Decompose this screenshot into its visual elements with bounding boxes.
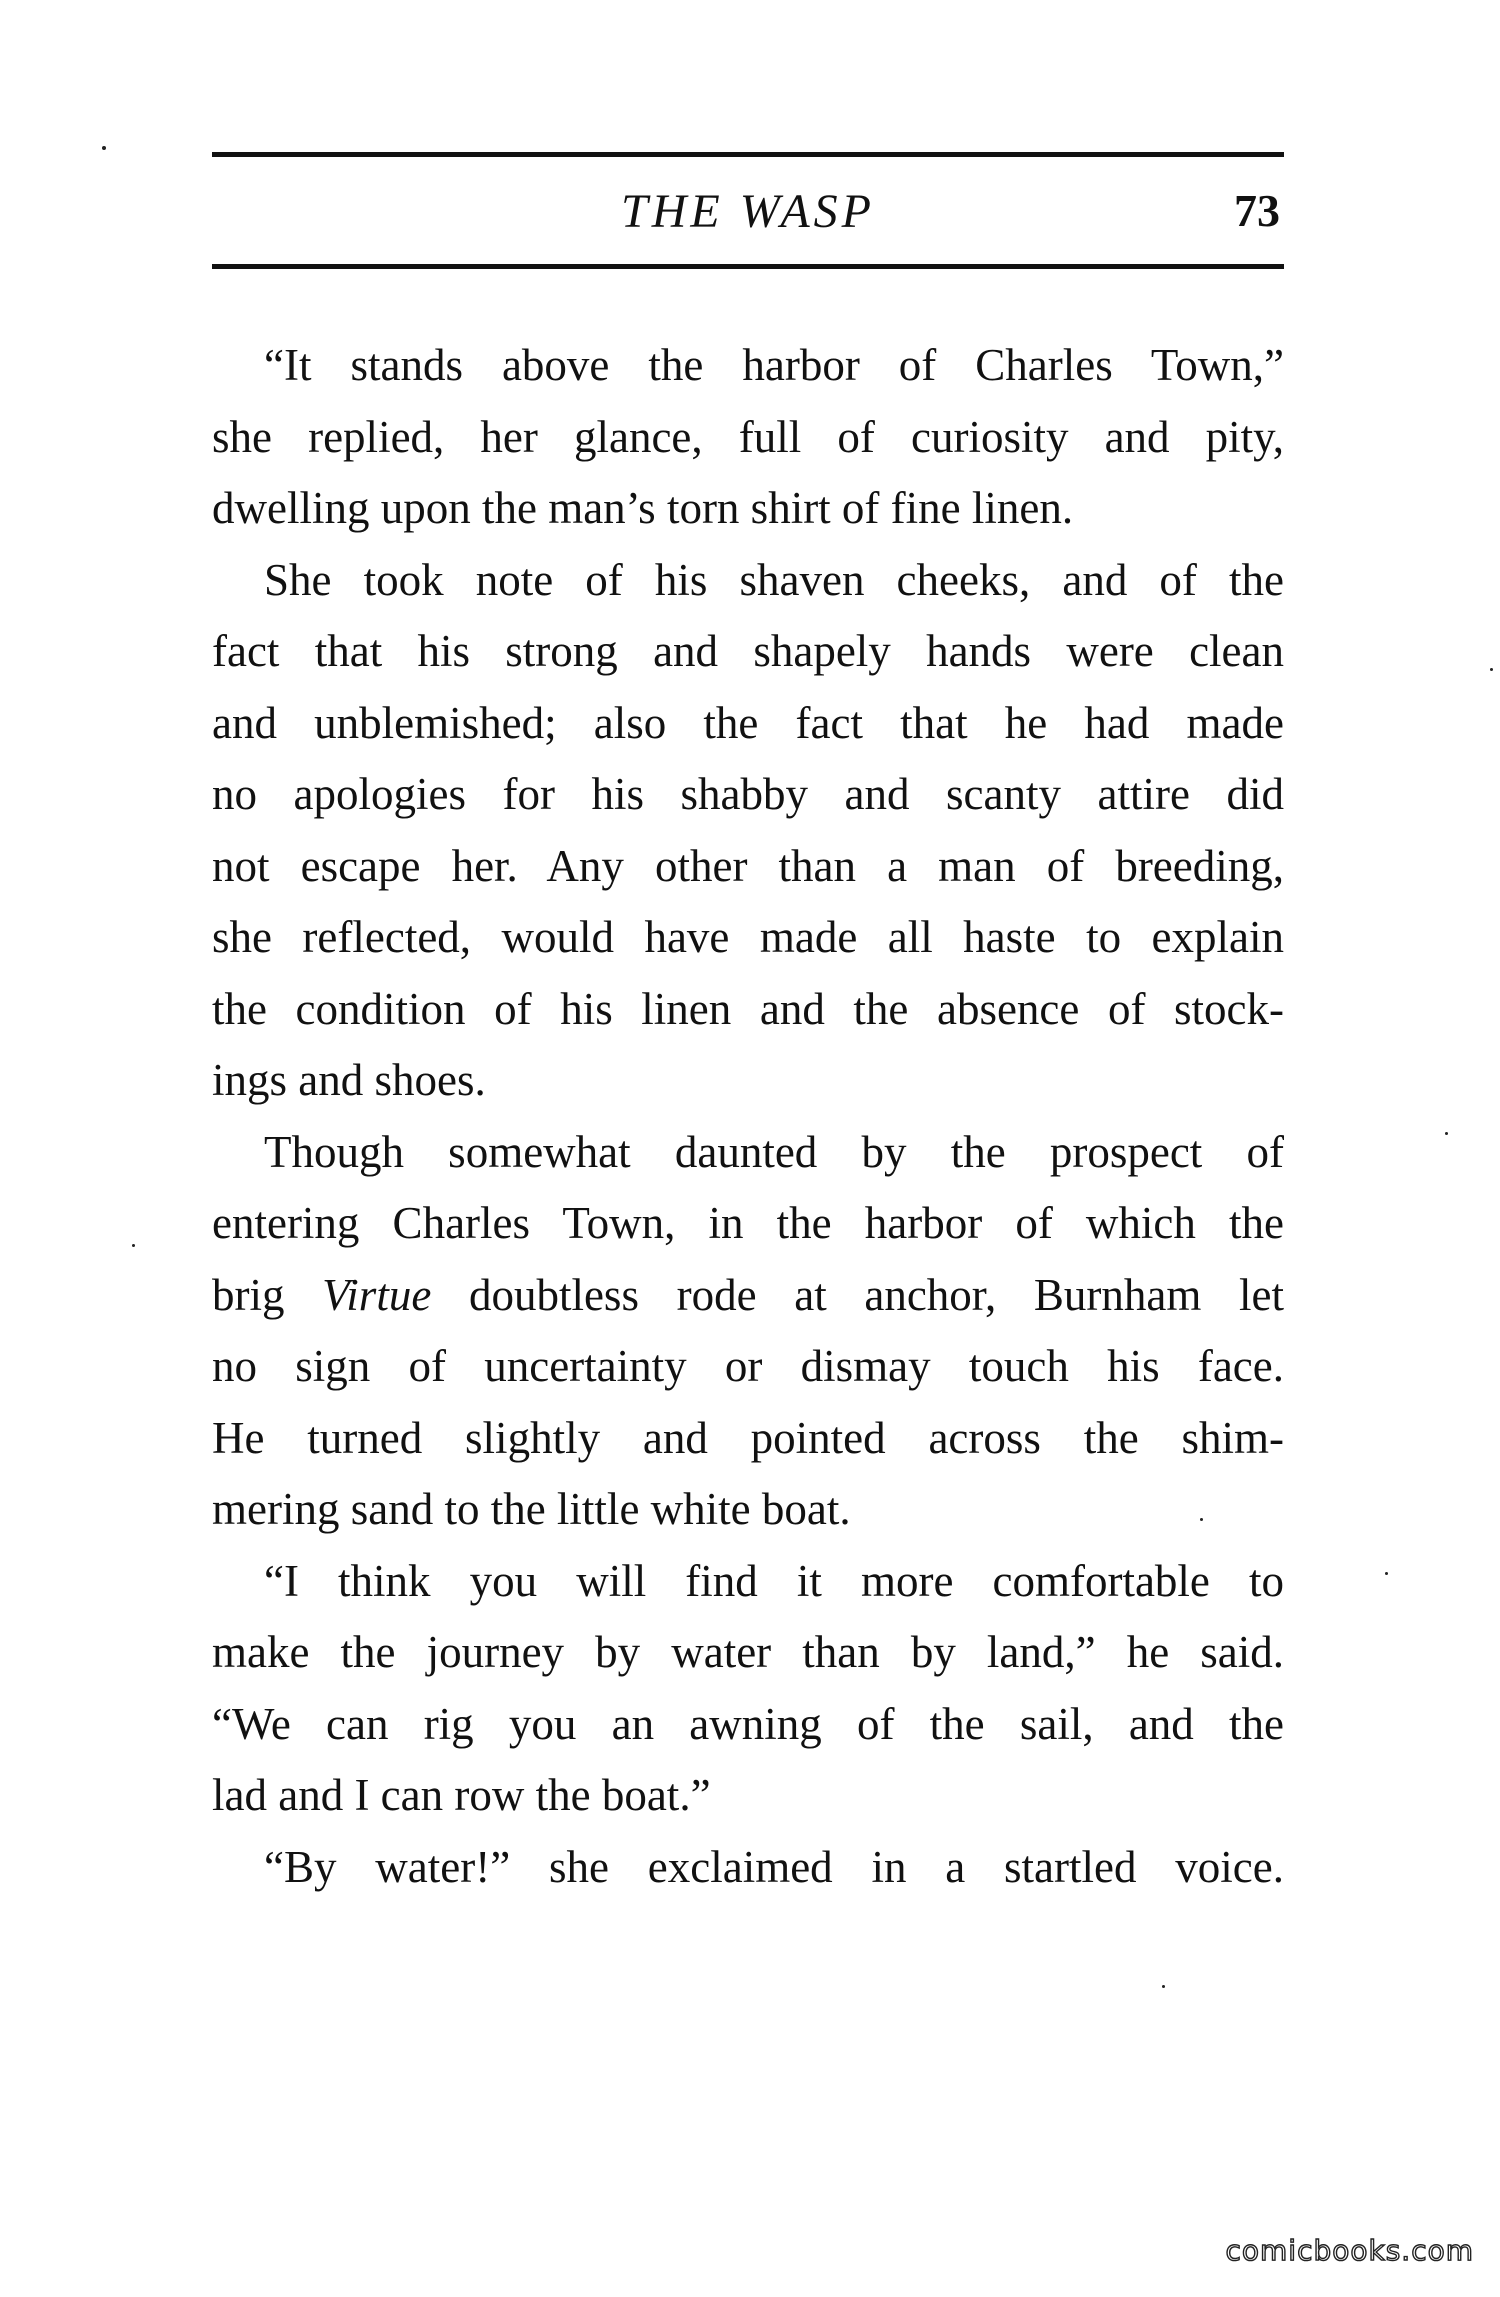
text-line: ings and shoes. <box>212 1055 486 1105</box>
text-line: the condition of his linen and the absence of stock- <box>212 983 1284 1034</box>
scan-speck <box>132 1244 135 1247</box>
text-line: not escape her. Any other than a man of breeding, <box>212 840 1284 891</box>
scan-speck <box>1490 668 1493 671</box>
running-head <box>212 176 1284 246</box>
text-line: dwelling upon the man’s torn shirt of fine linen. <box>212 483 1074 533</box>
text-line-with-italic <box>212 1260 1284 1332</box>
text-line: “By water!” she exclaimed in a startled voice. <box>264 1841 1284 1892</box>
text-line: she reflected, would have made all haste to explain <box>212 912 1284 962</box>
running-title: THE WASP <box>621 185 875 238</box>
text-line: she replied, her glance, full of curiosity and pity, <box>212 411 1284 462</box>
paragraph-1 <box>212 330 1284 545</box>
text-line: Though somewhat daunted by the prospect of <box>264 1126 1284 1177</box>
text-line: no sign of uncertainty or dismay touch his face. <box>212 1341 1284 1391</box>
scan-speck <box>1200 1518 1203 1521</box>
italic-ship-name: Virtue <box>322 1269 432 1320</box>
header-bottom-rule <box>212 264 1284 269</box>
scan-speck <box>102 146 106 150</box>
header-top-rule <box>212 152 1284 157</box>
text-line: make the journey by water than by land,” he said. <box>212 1627 1284 1677</box>
body-text <box>212 330 1284 1903</box>
text-line: “I think you will find it more comfortable to <box>264 1555 1284 1606</box>
paragraph-3 <box>212 1117 1284 1546</box>
text-line: and unblemished; also the fact that he had made <box>212 697 1284 748</box>
text-line: mering sand to the little white boat. <box>212 1484 851 1534</box>
paragraph-2 <box>212 545 1284 1117</box>
watermark: comicbooks.com <box>1225 2234 1474 2267</box>
paragraph-5 <box>212 1832 1284 1904</box>
scan-speck <box>1445 1132 1448 1135</box>
scan-speck <box>1162 1985 1165 1988</box>
text-line: He turned slightly and pointed across the shim- <box>212 1412 1284 1463</box>
text-line: no apologies for his shabby and scanty attire did <box>212 769 1284 819</box>
text-line: “We can rig you an awning of the sail, and the <box>212 1698 1284 1749</box>
text-segment: brig <box>212 1269 323 1320</box>
text-line: She took note of his shaven cheeks, and of the <box>264 554 1284 605</box>
text-line: lad and I can row the boat.” <box>212 1770 711 1820</box>
text-line: “It stands above the harbor of Charles Town,” <box>264 340 1284 390</box>
text-segment: doubtless rode at anchor, Burnham let <box>431 1269 1284 1320</box>
page-number: 73 <box>1234 185 1280 236</box>
text-line: fact that his strong and shapely hands were clean <box>212 626 1284 676</box>
paragraph-4 <box>212 1546 1284 1832</box>
text-line: entering Charles Town, in the harbor of which the <box>212 1198 1284 1248</box>
scan-speck <box>1385 1572 1388 1575</box>
